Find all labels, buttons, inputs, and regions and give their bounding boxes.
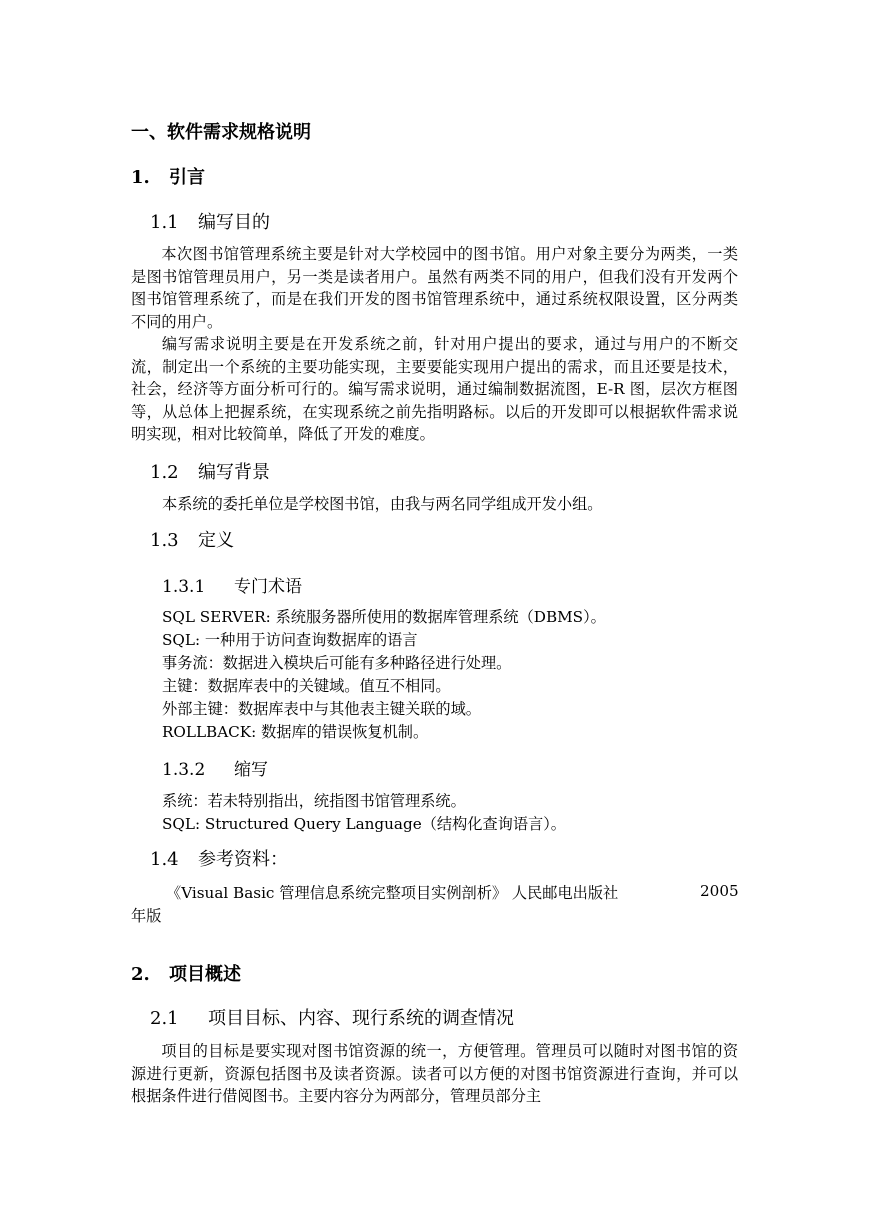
section-title: 一、软件需求规格说明 (131, 122, 311, 143)
heading-number: 1.2 (150, 462, 179, 483)
heading-number: 1.3.2 (162, 760, 206, 780)
paragraph-background: 本系统的委托单位是学校图书馆，由我与两名同学组成开发小组。 (162, 495, 603, 513)
heading-number: 1.3.1 (162, 577, 206, 597)
heading-text: 定义 (198, 530, 234, 551)
heading-number: 1.1 (150, 212, 179, 233)
paragraph-purpose-1 (131, 243, 738, 333)
term-item: 主键：数据库表中的关键域。值互不相同。 (162, 677, 451, 695)
heading-terms (162, 572, 302, 597)
heading-number: 2. (131, 964, 150, 985)
heading-number: 1. (131, 167, 150, 188)
heading-text: 项目目标、内容、现行系统的调查情况 (208, 1008, 514, 1029)
heading-text: 编写目的 (198, 212, 270, 233)
heading-intro (131, 163, 205, 189)
heading-text: 编写背景 (198, 462, 270, 483)
heading-text: 引言 (169, 167, 205, 188)
term-item: SQL SERVER: 系统服务器所使用的数据库管理系统（DBMS）。 (162, 608, 606, 626)
paragraph-purpose-2 (131, 333, 738, 446)
abbr-item: 系统：若未特别指出，统指图书馆管理系统。 (162, 792, 466, 810)
heading-text: 参考资料： (198, 849, 288, 870)
term-item: 外部主键：数据库表中与其他表主键关联的域。 (162, 700, 481, 718)
reference-book: 《Visual Basic 管理信息系统完整项目实例剖析》 人民邮电出版社 (166, 884, 619, 902)
abbr-item: SQL: Structured Query Language（结构化查询语言）。 (162, 815, 566, 833)
reference-year: 2005 (700, 882, 739, 900)
term-item: 事务流：数据进入模块后可能有多种路径进行处理。 (162, 654, 512, 672)
heading-purpose (150, 208, 270, 234)
heading-project-goals (150, 1004, 514, 1030)
heading-references (150, 845, 288, 871)
heading-text: 缩写 (234, 760, 268, 780)
heading-abbreviations (162, 755, 268, 780)
paragraph-text: 项目的目标是要实现对图书馆资源的统一，方便管理。管理员可以随时对图书馆的资源进行更新，资源包括图书及读者资源。读者可以方便的对图书馆资源进行查询，并可以根据条件进行借阅图书。主要内容分为两部分，管理员部分主 (131, 1042, 738, 1106)
heading-definitions (150, 526, 234, 552)
heading-overview (131, 960, 241, 986)
heading-number: 1.3 (150, 530, 179, 551)
heading-text: 专门术语 (234, 577, 302, 597)
reference-suffix: 年版 (131, 907, 162, 925)
heading-number: 2.1 (150, 1008, 179, 1029)
term-item: SQL: 一种用于访问查询数据库的语言 (162, 631, 418, 649)
term-item: ROLLBACK: 数据库的错误恢复机制。 (162, 723, 429, 741)
paragraph-text: 编写需求说明主要是在开发系统之前，针对用户提出的要求，通过与用户的不断交流，制定出一个系统的主要功能实现，主要要能实现用户提出的需求，而且还要是技术，社会，经济等方面分析可行的。编写需求说明，通过编制数据流图，E-R 图，层次方框图等，从总体上把握系统，在实现系统之前先指明路标。以后的开发即可以根据软件需求说明实现，相对比较简单，降低了开发的难度。 (131, 335, 738, 444)
heading-text: 项目概述 (169, 964, 241, 985)
heading-background (150, 458, 270, 484)
heading-number: 1.4 (150, 849, 179, 870)
paragraph-project-goals (131, 1040, 738, 1108)
paragraph-text: 本次图书馆管理系统主要是针对大学校园中的图书馆。用户对象主要分为两类，一类是图书馆管理员用户，另一类是读者用户。虽然有两类不同的用户，但我们没有开发两个图书馆管理系统了，而是在我们开发的图书馆管理系统中，通过系统权限设置，区分两类不同的用户。 (131, 245, 738, 331)
